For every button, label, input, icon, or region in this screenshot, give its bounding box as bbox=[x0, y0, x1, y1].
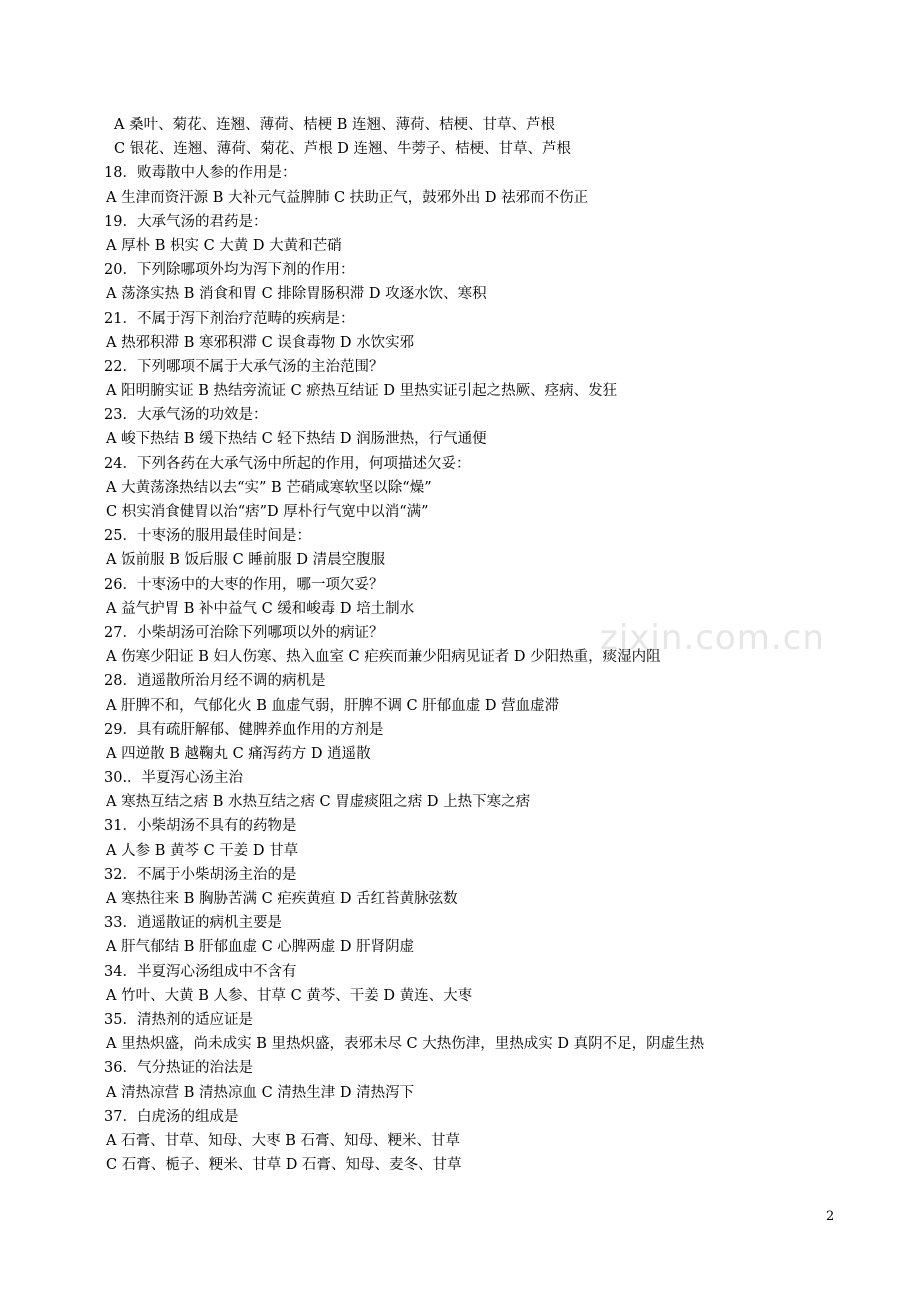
question-stem: 37．白虎汤的组成是 bbox=[104, 1108, 239, 1125]
question-stem: 25．十枣汤的服用最佳时间是： bbox=[104, 528, 311, 545]
answer-options: A 寒热互结之痞 B 水热互结之痞 C 胃虚痰阻之痞 D 上热下寒之痞 bbox=[106, 794, 531, 811]
answer-options: C 枳实消食健胃以治“痞”D 厚朴行气宽中以消“满” bbox=[106, 504, 429, 520]
question-stem: 30.．半夏泻心汤主治 bbox=[104, 770, 244, 787]
question-stem: 28．逍遥散所治月经不调的病机是 bbox=[104, 673, 326, 690]
answer-options: A 四逆散 B 越鞠丸 C 痛泻药方 D 逍遥散 bbox=[106, 745, 371, 762]
answer-options: A 饭前服 B 饭后服 C 睡前服 D 清晨空腹服 bbox=[106, 552, 386, 569]
answer-options: A 峻下热结 B 缓下热结 C 轻下热结 D 润肠泄热，行气通便 bbox=[106, 431, 487, 448]
question-stem: 34．半夏泻心汤组成中不含有 bbox=[104, 963, 297, 980]
answer-options: A 肝气郁结 B 肝郁血虚 C 心脾两虚 D 肝肾阴虚 bbox=[106, 939, 415, 956]
question-stem: 27．小柴胡汤可治除下列哪项以外的病证？ bbox=[104, 624, 384, 641]
question-stem: 32．不属于小柴胡汤主治的是 bbox=[104, 866, 297, 883]
question-stem: 36．气分热证的治法是 bbox=[104, 1060, 253, 1077]
answer-options: A 肝脾不和，气郁化火 B 血虚气弱，肝脾不调 C 肝郁血虚 D 营血虚滞 bbox=[106, 697, 560, 714]
answer-options: A 清热凉营 B 清热凉血 C 清热生津 D 清热泻下 bbox=[106, 1084, 415, 1101]
answer-options: A 竹叶、大黄 B 人参、甘草 C 黄芩、干姜 D 黄连、大枣 bbox=[106, 987, 473, 1004]
answer-options: A 荡涤实热 B 消食和胃 C 排除胃肠积滞 D 攻逐水饮、寒积 bbox=[106, 286, 487, 303]
answer-options: A 寒热往来 B 胸胁苦满 C 疟疾黄疸 D 舌红苔黄脉弦数 bbox=[106, 891, 458, 907]
answer-options: A 大黄荡涤热结以去“实” B 芒硝咸寒软坚以除“燥” bbox=[106, 479, 432, 496]
question-stem: 23．大承气汤的功效是： bbox=[104, 407, 268, 424]
answer-options: A 热邪积滞 B 寒邪积滞 C 误食毒物 D 水饮实邪 bbox=[106, 334, 415, 351]
answer-options: A 阳明腑实证 B 热结旁流证 C 瘀热互结证 D 里热实证引起之热厥、痉病、发狂 bbox=[106, 383, 618, 400]
question-stem: 33．逍遥散证的病机主要是 bbox=[104, 915, 282, 932]
watermark: zixin.com.cn bbox=[600, 618, 825, 658]
answer-options: A 里热炽盛，尚未成实 B 里热炽盛，表邪未尽 C 大热伤津，里热成实 D 真阴不足，阴虚生热 bbox=[106, 1036, 705, 1053]
question-stem: 20．下列除哪项外均为泻下剂的作用： bbox=[104, 262, 355, 279]
question-stem: 24．下列各药在大承气汤中所起的作用，何项描述欠妥： bbox=[104, 455, 471, 472]
answer-options: A 伤寒少阳证 B 妇人伤寒、热入血室 C 疟疾而兼少阳病见证者 D 少阳热重，痰湿内阻 bbox=[106, 649, 661, 666]
question-stem: 22．下列哪项不属于大承气汤的主治范围？ bbox=[104, 358, 384, 375]
answer-options: A 桑叶、菊花、连翘、薄荷、桔梗 B 连翘、薄荷、桔梗、甘草、芦根 bbox=[114, 117, 555, 133]
question-list bbox=[104, 113, 904, 1177]
question-stem: 31．小柴胡汤不具有的药物是 bbox=[104, 818, 297, 835]
question-stem: 26．十枣汤中的大枣的作用，哪一项欠妥？ bbox=[104, 576, 384, 593]
page-number: 2 bbox=[826, 1209, 835, 1224]
question-stem: 29．具有疏肝解郁、健脾养血作用的方剂是 bbox=[104, 721, 384, 738]
answer-options: C 石膏、栀子、粳米、甘草 D 石膏、知母、麦冬、甘草 bbox=[106, 1157, 462, 1174]
question-stem: 21．不属于泻下剂治疗范畴的疾病是： bbox=[104, 310, 355, 327]
answer-options: A 石膏、甘草、知母、大枣 B 石膏、知母、粳米、甘草 bbox=[106, 1132, 460, 1149]
answer-options: A 厚朴 B 枳实 C 大黄 D 大黄和芒硝 bbox=[106, 237, 342, 254]
answer-options: A 益气护胃 B 补中益气 C 缓和峻毒 D 培土制水 bbox=[106, 600, 415, 617]
answer-options: A 人参 B 黄芩 C 干姜 D 甘草 bbox=[106, 842, 299, 859]
answer-options: C 银花、连翘、薄荷、菊花、芦根 D 连翘、牛蒡子、桔梗、甘草、芦根 bbox=[114, 141, 572, 158]
question-stem: 35．清热剂的适应证是 bbox=[104, 1011, 253, 1028]
question-stem: 18．败毒散中人参的作用是： bbox=[104, 165, 297, 182]
answer-options: A 生津而资汗源 B 大补元气益脾肺 C 扶助正气，鼓邪外出 D 祛邪而不伤正 bbox=[106, 189, 589, 206]
question-stem: 19．大承气汤的君药是： bbox=[104, 213, 268, 230]
